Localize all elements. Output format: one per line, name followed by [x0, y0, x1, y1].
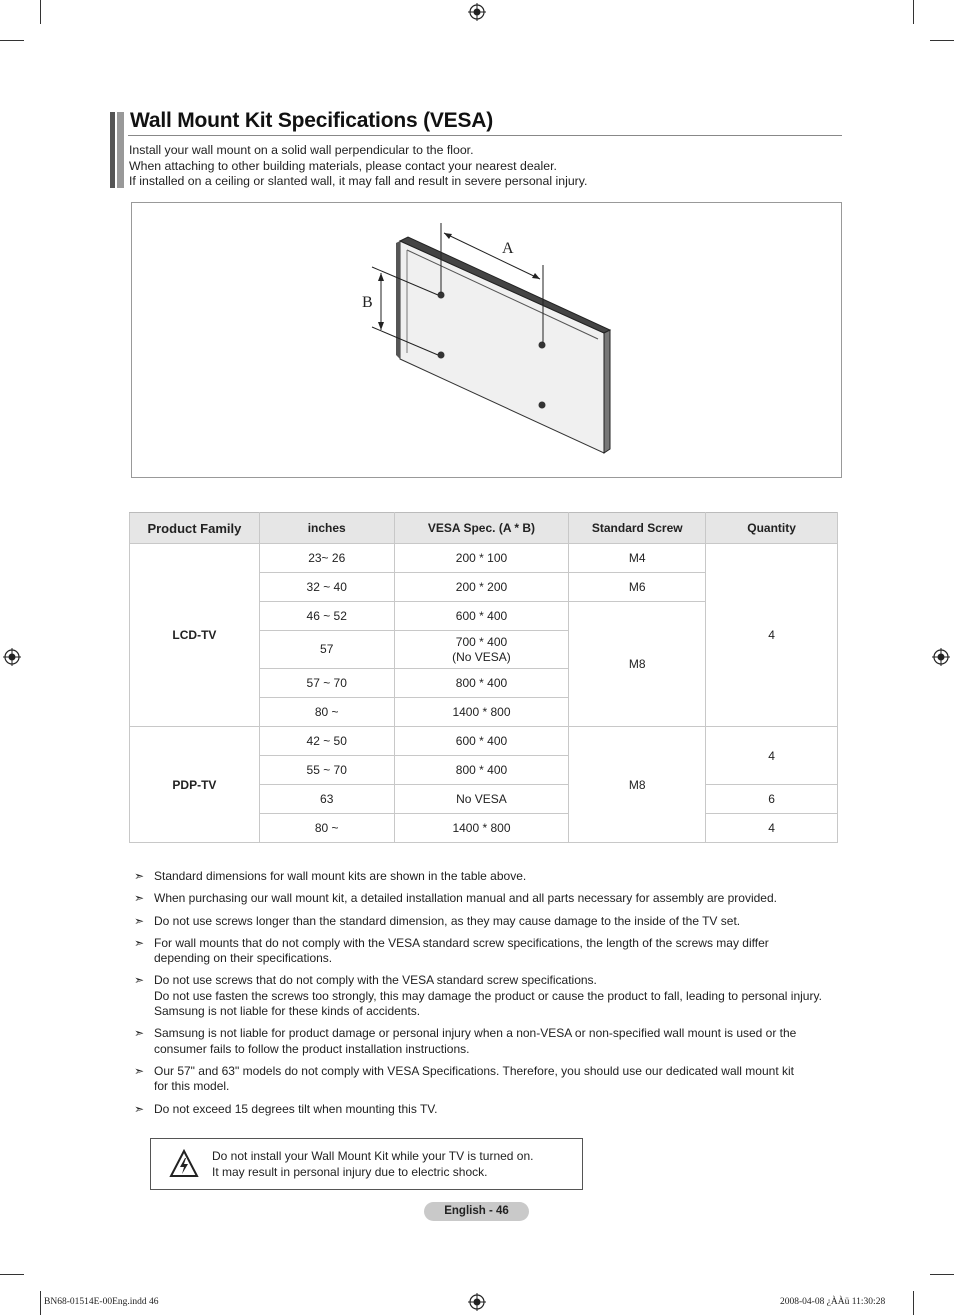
note-arrow-icon: ➣: [134, 1063, 145, 1078]
quantity-cell: 6: [706, 785, 838, 814]
column-header: VESA Spec. (A * B): [394, 513, 569, 544]
vesa-spec-table: [129, 512, 838, 843]
intro-line: Install your wall mount on a solid wall perpendicular to the floor.: [129, 143, 474, 157]
vesa-cell: 200 * 200: [394, 573, 569, 602]
vesa-cell: 800 * 400: [394, 669, 569, 698]
inches-cell: 23~ 26: [259, 544, 394, 573]
warning-box: [150, 1138, 583, 1190]
note-item: [134, 936, 834, 967]
note-line: depending on their specifications.: [154, 951, 333, 966]
inches-cell: 80 ~: [259, 698, 394, 727]
inches-cell: 63: [259, 785, 394, 814]
note-line: Standard dimensions for wall mount kits are shown in the table above.: [154, 869, 527, 883]
crop-mark: [0, 1274, 24, 1275]
note-line: Do not use screws that do not comply with the VESA standard screw specifications.: [154, 973, 597, 988]
warning-text: [212, 1148, 533, 1180]
note-line: consumer fails to follow the product installation instructions.: [154, 1041, 470, 1056]
page-number-label: English - 46: [424, 1202, 529, 1221]
vesa-cell: 600 * 400: [394, 602, 569, 631]
inches-cell: 80 ~: [259, 814, 394, 843]
section-marker-bar: [110, 112, 124, 188]
note-arrow-icon: ➣: [134, 891, 145, 906]
table-row: [130, 544, 838, 573]
quantity-cell: 4: [706, 814, 838, 843]
page-title: Wall Mount Kit Specifications (VESA): [130, 109, 494, 132]
vesa-cell: 1400 * 800: [394, 698, 569, 727]
table-header-row: [130, 513, 838, 544]
crop-mark: [40, 1291, 41, 1315]
quantity-cell: 4: [706, 727, 838, 785]
vesa-cell: No VESA: [394, 785, 569, 814]
screw-cell: M4: [569, 544, 706, 573]
note-item: [134, 973, 834, 1019]
note-arrow-icon: ➣: [134, 973, 145, 988]
note-item: [134, 1064, 834, 1095]
column-header: Product Family: [130, 513, 260, 544]
footer-timestamp: 2008-04-08 ¿ÀÀü 11:30:28: [780, 1297, 886, 1307]
crop-mark: [930, 1274, 954, 1275]
product-family-cell: PDP-TV: [130, 727, 260, 843]
note-line: Do not use screws longer than the standard dimension, as they may cause damage to the inside of the TV set.: [154, 913, 741, 928]
vesa-cell: [394, 631, 569, 669]
inches-cell: 57: [259, 631, 394, 669]
inches-cell: 55 ~ 70: [259, 756, 394, 785]
note-item: [134, 891, 834, 906]
note-line: Do not exceed 15 degrees tilt when mounting this TV.: [154, 1101, 438, 1116]
notes-list: [134, 869, 834, 1124]
registration-mark-icon: [468, 1293, 486, 1311]
note-line: Samsung is not liable for product damage or personal injury when a non-VESA or non-specified wall mount is used or the: [154, 1026, 797, 1041]
note-line: Samsung is not liable for these kinds of accidents.: [154, 1004, 421, 1019]
registration-mark-icon: [3, 648, 21, 666]
crop-mark: [930, 40, 954, 41]
note-arrow-icon: ➣: [134, 1101, 145, 1116]
note-arrow-icon: ➣: [134, 869, 145, 883]
warning-line: Do not install your Wall Mount Kit while your TV is turned on.: [212, 1149, 534, 1163]
note-item: [134, 1026, 834, 1057]
note-line: Our 57" and 63" models do not comply with VESA Specifications. Therefore, you should use our dedicated wall mount kit: [154, 1063, 794, 1078]
note-line: Do not use fasten the screws too strongly, this may damage the product or cause the product to fall, leading to personal injury.: [154, 988, 822, 1003]
dimension-label-a: A: [502, 240, 514, 257]
note-arrow-icon: ➣: [134, 935, 145, 950]
tv-back-illustration-frame: [131, 202, 842, 478]
note-arrow-icon: ➣: [134, 913, 145, 928]
vesa-cell: 600 * 400: [394, 727, 569, 756]
warning-line: It may result in personal injury due to electric shock.: [212, 1165, 488, 1179]
table-row: [130, 727, 838, 756]
footer-file-info: BN68-01514E-00Eng.indd 46: [44, 1297, 159, 1307]
tv-back-illustration: [132, 203, 841, 477]
registration-mark-icon: [468, 3, 486, 21]
note-item: [134, 869, 834, 884]
inches-cell: 42 ~ 50: [259, 727, 394, 756]
vesa-cell: 1400 * 800: [394, 814, 569, 843]
screw-cell: M6: [569, 573, 706, 602]
vesa-note: (No VESA): [452, 649, 511, 664]
crop-mark: [0, 40, 24, 41]
column-header: Standard Screw: [569, 513, 706, 544]
note-line: for this model.: [154, 1079, 230, 1094]
column-header: Quantity: [706, 513, 838, 544]
inches-cell: 32 ~ 40: [259, 573, 394, 602]
vesa-value: 700 * 400: [455, 634, 508, 649]
crop-mark: [40, 0, 41, 24]
intro-line: When attaching to other building materials, please contact your nearest dealer.: [129, 158, 557, 173]
note-arrow-icon: ➣: [134, 1026, 145, 1041]
screw-cell: M8: [569, 727, 706, 843]
inches-cell: 46 ~ 52: [259, 602, 394, 631]
note-item: [134, 914, 834, 929]
crop-mark: [913, 0, 914, 24]
title-divider: [128, 135, 842, 136]
column-header: inches: [259, 513, 394, 544]
electric-shock-warning-icon: [169, 1149, 199, 1179]
registration-mark-icon: [932, 648, 950, 666]
intro-line: If installed on a ceiling or slanted wall, it may fall and result in severe personal injury.: [129, 174, 588, 189]
vesa-cell: 800 * 400: [394, 756, 569, 785]
product-family-cell: LCD-TV: [130, 544, 260, 727]
crop-mark: [913, 1291, 914, 1315]
vesa-cell: 200 * 100: [394, 544, 569, 573]
screw-cell: M8: [569, 602, 706, 727]
note-item: [134, 1102, 834, 1117]
note-line: For wall mounts that do not comply with the VESA standard screw specifications, the length of the screws may differ: [154, 935, 769, 950]
quantity-cell: 4: [706, 544, 838, 727]
note-line: When purchasing our wall mount kit, a detailed installation manual and all parts necessary for assembly are provided.: [154, 891, 777, 906]
inches-cell: 57 ~ 70: [259, 669, 394, 698]
dimension-label-b: B: [362, 294, 373, 311]
intro-text: [129, 143, 587, 190]
